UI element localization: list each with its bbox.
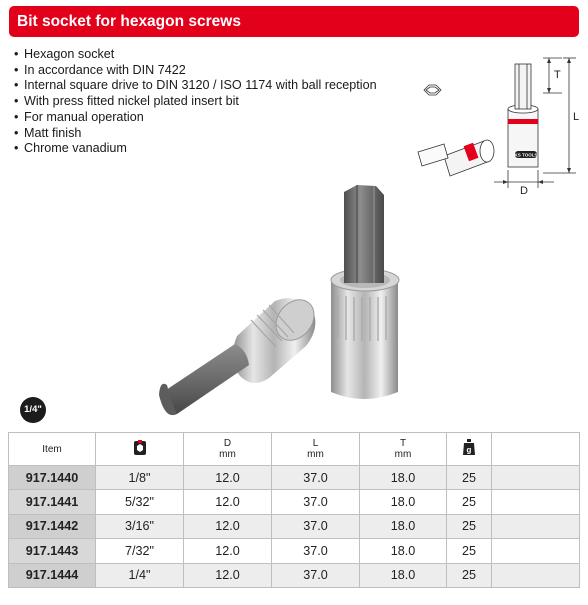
cell-l: 37.0 (272, 514, 360, 538)
technical-drawing (404, 48, 584, 194)
table-row (9, 466, 580, 490)
column-header-weight (447, 433, 492, 466)
cell-item: 917.1441 (9, 490, 96, 514)
cell-t: 18.0 (360, 490, 447, 514)
cell-d: 12.0 (184, 514, 272, 538)
cell-empty (492, 563, 580, 587)
feature-list (14, 47, 377, 157)
cell-l: 37.0 (272, 466, 360, 490)
cell-d: 12.0 (184, 539, 272, 563)
hex-socket-icon (133, 440, 147, 456)
dimension-label-d: D (520, 185, 528, 194)
cell-weight: 25 (447, 563, 492, 587)
cell-d: 12.0 (184, 563, 272, 587)
feature-item: • Matt finish (14, 126, 377, 142)
column-header-l-label: L (312, 438, 319, 449)
cell-size: 5/32" (96, 490, 184, 514)
column-header-size (96, 433, 184, 466)
column-header-t-unit: mm (394, 449, 412, 460)
feature-item: • Internal square drive to DIN 3120 / ISO 1174 with ball reception (14, 78, 377, 94)
cell-empty (492, 539, 580, 563)
column-header-item: Item (9, 433, 96, 466)
cell-weight: 25 (447, 514, 492, 538)
weight-icon (462, 439, 476, 456)
specs-table (8, 432, 580, 588)
cell-item: 917.1444 (9, 563, 96, 587)
feature-item: • With press fitted nickel plated insert bit (14, 94, 377, 110)
column-header-d-label: D (223, 438, 232, 449)
table-row (9, 490, 580, 514)
brand-logo-text: KS TOOLS (514, 152, 538, 158)
cell-empty (492, 490, 580, 514)
cell-d: 12.0 (184, 466, 272, 490)
dimension-label-l: L (573, 111, 580, 123)
cell-weight: 25 (447, 539, 492, 563)
angled-socket (159, 292, 322, 415)
cell-size: 1/4" (96, 563, 184, 587)
cell-item: 917.1440 (9, 466, 96, 490)
column-header-empty (492, 433, 580, 466)
cell-t: 18.0 (360, 539, 447, 563)
table-header-row (9, 433, 580, 466)
table-row (9, 539, 580, 563)
column-header-d-unit: mm (219, 449, 236, 460)
table-row (9, 514, 580, 538)
page-title: Bit socket for hexagon screws (9, 6, 579, 37)
cell-t: 18.0 (360, 466, 447, 490)
feature-item: • Chrome vanadium (14, 141, 377, 157)
cell-size: 3/16" (96, 514, 184, 538)
drive-size-badge: 1/4" (20, 397, 46, 423)
column-header-d (184, 433, 272, 466)
product-photo (145, 180, 415, 430)
cell-l: 37.0 (272, 563, 360, 587)
feature-item: • In accordance with DIN 7422 (14, 63, 377, 79)
cell-weight: 25 (447, 490, 492, 514)
cell-l: 37.0 (272, 539, 360, 563)
cell-empty (492, 514, 580, 538)
column-header-l-unit: mm (307, 449, 324, 460)
cell-weight: 25 (447, 466, 492, 490)
cell-empty (492, 466, 580, 490)
feature-item: • For manual operation (14, 110, 377, 126)
column-header-t-label: T (399, 438, 407, 449)
cell-d: 12.0 (184, 490, 272, 514)
cell-size: 7/32" (96, 539, 184, 563)
cell-l: 37.0 (272, 490, 360, 514)
upright-socket (331, 185, 399, 399)
weight-unit-label: g (466, 445, 472, 455)
column-header-l (272, 433, 360, 466)
cell-item: 917.1442 (9, 514, 96, 538)
feature-item: • Hexagon socket (14, 47, 377, 63)
cell-size: 1/8" (96, 466, 184, 490)
table-row (9, 563, 580, 587)
cell-item: 917.1443 (9, 539, 96, 563)
cell-t: 18.0 (360, 514, 447, 538)
column-header-t (360, 433, 447, 466)
dimension-label-t: T (554, 69, 561, 81)
cell-t: 18.0 (360, 563, 447, 587)
